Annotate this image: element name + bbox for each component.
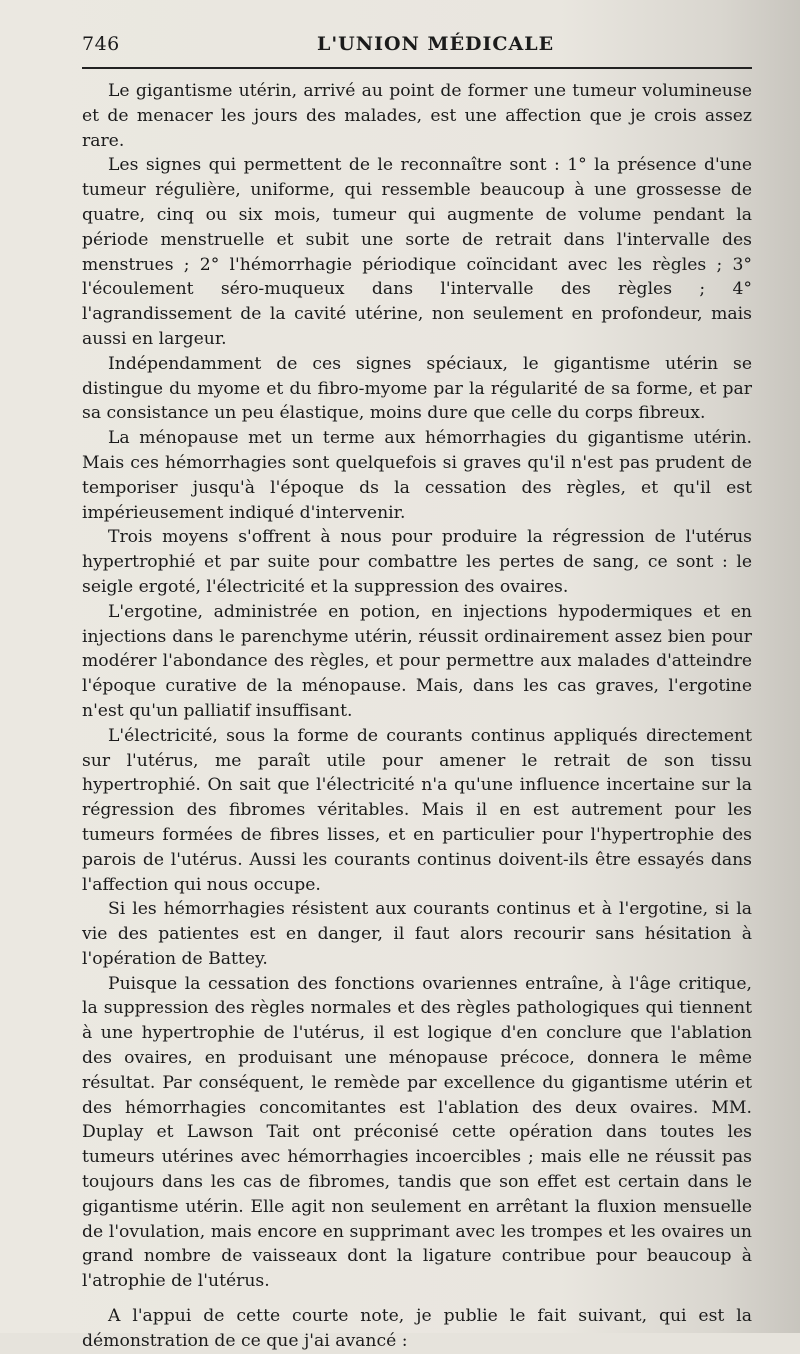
paragraph-2: Les signes qui permettent de le reconnaître sont : 1° la présence d'une tumeur régulière, uniforme, qui ressemble beaucoup à une grossesse de quatre, cinq ou six mois, tumeur qui augmente de volume pendant la période menstruelle et subit une sorte de retrait dans l'intervalle des menstrues ; 2° l'hémorrhagie périodique coïncidant avec les règles ; 3° l'écoulement séro-muqueux dans l'intervalle des règles ; 4° l'agrandissement de la cavité utérine, non seulement en profondeur, mais aussi en largeur. [82,155,752,349]
paragraph-3: Indépendamment de ces signes spéciaux, le gigantisme utérin se distingue du myome et du fibro-myome par la régularité de sa forme, et par sa consistance un peu élastique, moins dure que celle du corps fibreux. [82,353,752,424]
header-rule [82,67,752,69]
running-head [82,33,752,57]
page-number: 746 [82,33,120,55]
paragraph-4: La ménopause met un terme aux hémorrhagies du gigantisme utérin. Mais ces hémorrhagies sont quelquefois si graves qu'il n'est pas prudent de temporiser jusqu'à l'époque ds la cessation des règles, et qu'il est impérieusement indiqué d'intervenir. [82,428,752,523]
article-body [82,79,752,1354]
paragraph-5: Trois moyens s'offrent à nous pour produire la régression de l'utérus hypertrophié et par suite pour combattre les pertes de sang, ce sont : le seigle ergoté, l'électricité et la suppression des ovaires. [82,527,752,597]
paragraph-6: L'ergotine, administrée en potion, en injections hypodermiques et en injections dans le parenchyme utérin, réussit ordinairement assez bien pour modérer l'abondance des règles, et pour permettre aux malades d'atteindre l'époque curative de la ménopause. Mais, dans les cas graves, l'ergotine n'est qu'un palliatif insuffisant. [82,601,752,721]
paragraph-8: Si les hémorrhagies résistent aux courants continus et à l'ergotine, si la vie des patientes est en danger, il faut alors recourir sans hésitation à l'opération de Battey. [82,899,752,969]
paragraph-9: Puisque la cessation des fonctions ovariennes entraîne, à l'âge critique, la suppression des règles normales et des règles pathologiques qui tiennent à une hypertrophie de l'utérus, il est logique d'en conclure que l'ablation des ovaires, en produisant une ménopause précoce, donnera le même résultat. Par conséquent, le remède par excellence du gigantisme utérin et des hémorrhagies concomitantes est l'ablation des deux ovaires. MM. Duplay et Lawson Tait ont préconisé cette opération dans toutes les tumeurs utérines avec hémorrhagies incoercibles ; mais elle ne réussit pas toujours dans les cas de fibromes, tandis que son effet est certain dans le gigantisme utérin. Elle agit non seulement en arrêtant la fluxion mensuelle de l'ovulation, mais encore en supprimant avec les trompes et les ovaires un grand nombre de vaisseaux dont la ligature contribue pour beaucoup à l'atrophie de l'utérus. [82,973,752,1292]
journal-title: L'UNION MÉDICALE [317,33,555,55]
paragraph-10: A l'appui de cette courte note, je publie le fait suivant, qui est la démonstration de ce que j'ai avancé : [82,1306,752,1351]
paragraph-1: Le gigantisme utérin, arrivé au point de former une tumeur volumineuse et de menacer les jours des malades, est une affection que je crois assez rare. [82,81,752,151]
paragraph-7: L'électricité, sous la forme de courants continus appliqués directement sur l'utérus, me paraît utile pour amener le retrait de son tissu hypertrophié. On sait que l'électricité n'a qu'une influence incertaine sur la régression des fibromes véritables. Mais il en est autrement pour les tumeurs formées de fibres lisses, et en particulier pour l'hypertrophie des parois de l'utérus. Aussi les courants continus doivent-ils être essayés dans l'affection qui nous occupe. [82,725,752,895]
